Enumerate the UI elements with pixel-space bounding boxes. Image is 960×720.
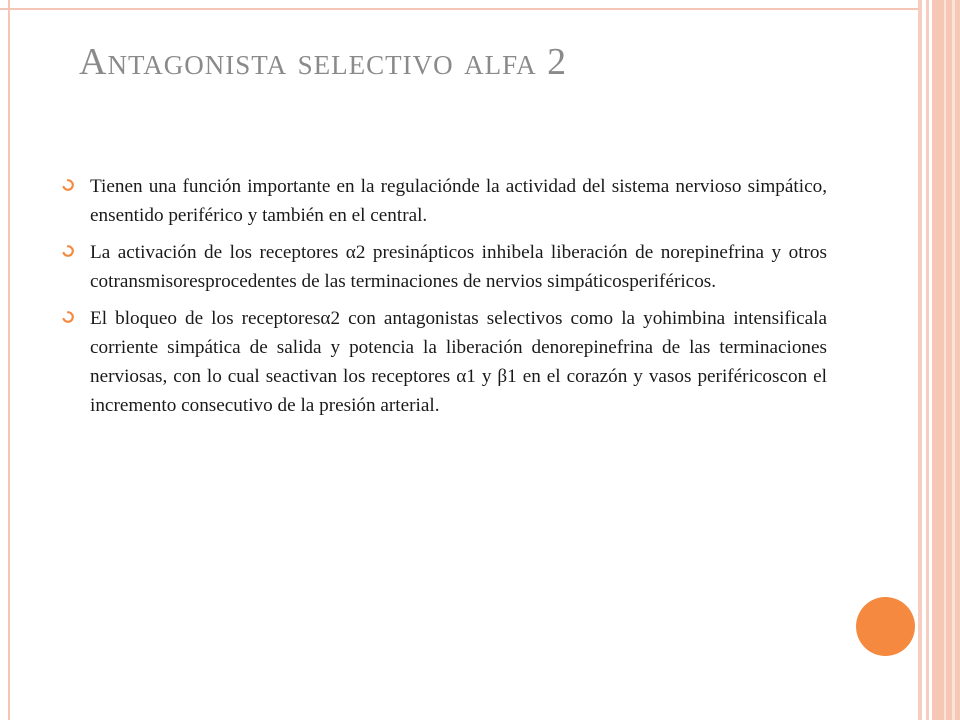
decorative-orange-circle <box>856 597 915 656</box>
slide-title: Antagonista selectivo alfa 2 <box>79 41 568 83</box>
bullet-list <box>62 172 827 428</box>
right-stripe <box>926 0 929 720</box>
frame-line-top <box>0 8 920 10</box>
orange-ring-bullet-icon <box>62 245 74 257</box>
right-stripe <box>944 0 946 720</box>
bullet-item <box>62 238 827 296</box>
bullet-text: La activación de los receptores α2 presinápticos inhibela liberación de norepinefrina y otros cotransmisoresprocedentes de las terminaciones de nervios simpáticosperiféricos. <box>90 242 827 292</box>
orange-ring-bullet-icon <box>62 179 74 191</box>
bullet-text: Tienen una función importante en la regulaciónde la actividad del sistema nervioso simpático, ensentido periférico y también en el central. <box>90 176 827 226</box>
right-stripe <box>918 0 922 720</box>
orange-ring-bullet-icon <box>62 311 74 323</box>
bullet-text: El bloqueo de los receptoresα2 con antagonistas selectivos como la yohimbina intensificala corriente simpática de salida y potencia la liberación denorepinefrina de las terminaciones nerviosas, con lo cual seactivan los receptores α1 y β1 en el corazón y vasos periféricoscon el incremento consecutivo de la presión arterial. <box>90 308 827 416</box>
right-stripe <box>932 0 960 720</box>
bullet-item <box>62 172 827 230</box>
frame-line-left <box>8 0 10 720</box>
right-stripe <box>952 0 955 720</box>
bullet-item <box>62 304 827 420</box>
